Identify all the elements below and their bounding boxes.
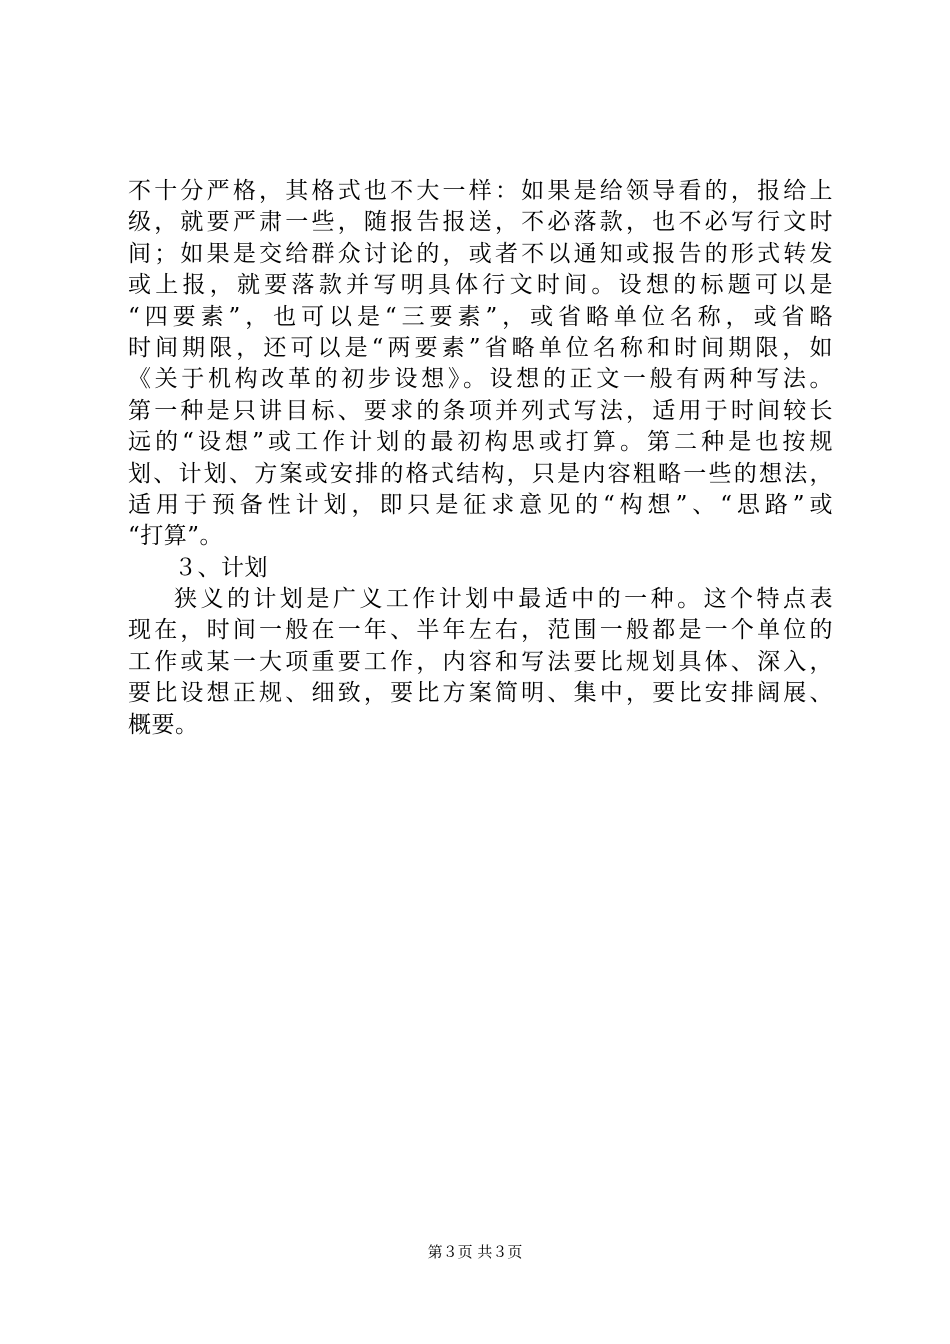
section-heading: ３、计划 xyxy=(174,554,268,581)
paragraph-line: 现在，时间一般在一年、半年左右，范围一般都是一个单位的 xyxy=(128,617,833,644)
paragraph-2 xyxy=(128,584,833,741)
paragraph-line: 工作或某一大项重要工作，内容和写法要比规划具体、深入， xyxy=(128,648,833,675)
paragraph-line: 要比设想正规、细致，要比方案简明、集中，要比安排阔展、 xyxy=(128,680,833,707)
paragraph-line: 适用于预备性计划，即只是征求意见的“构想”、“思路”或 xyxy=(128,491,833,518)
paragraph-line: 时间期限，还可以是“两要素”省略单位名称和时间期限，如 xyxy=(128,334,833,361)
paragraph-line: “打算”。 xyxy=(128,523,224,550)
paragraph-line: 第一种是只讲目标、要求的条项并列式写法，适用于时间较长 xyxy=(128,397,833,424)
paragraph-line: 远的“设想”或工作计划的最初构思或打算。第二种是也按规 xyxy=(128,429,833,456)
paragraph-line: 或上报，就要落款并写明具体行文时间。设想的标题可以是 xyxy=(128,272,833,299)
paragraph-line: 《关于机构改革的初步设想》。设想的正文一般有两种写法。 xyxy=(128,366,833,393)
body-text xyxy=(128,176,833,741)
paragraph-line: 不十分严格，其格式也不大一样：如果是给领导看的，报给上 xyxy=(128,178,833,204)
paragraph-line: 狭义的计划是广义工作计划中最适中的一种。这个特点表 xyxy=(174,586,833,613)
paragraph-line: “四要素”，也可以是“三要素”，或省略单位名称，或省略 xyxy=(128,303,833,330)
paragraph-line: 划、计划、方案或安排的格式结构，只是内容粗略一些的想法， xyxy=(128,460,833,487)
page-number-footer: 第３页 共３页 xyxy=(427,1243,523,1261)
paragraph-line: 概要。 xyxy=(128,711,199,738)
paragraph-1 xyxy=(128,176,833,553)
paragraph-line: 间；如果是交给群众讨论的，或者不以通知或报告的形式转发 xyxy=(128,240,833,267)
paragraph-line: 级，就要严肃一些，随报告报送，不必落款，也不必写行文时 xyxy=(128,209,833,236)
